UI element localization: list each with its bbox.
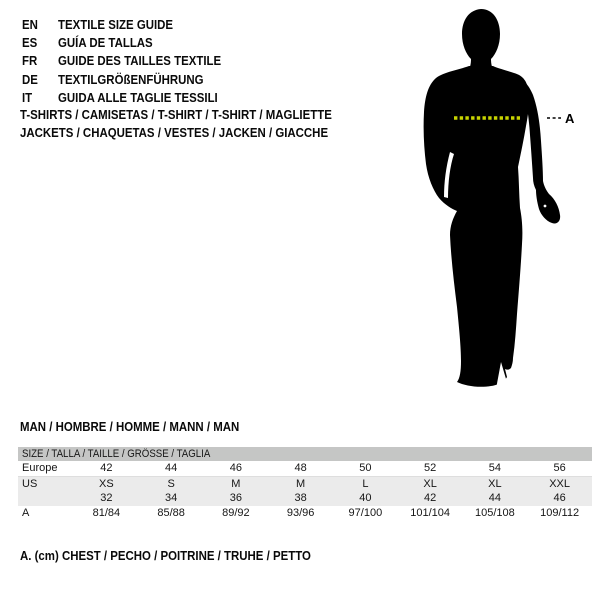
table-cell: 40 [359,492,372,504]
language-row [22,89,243,107]
table-cell: M [296,478,306,490]
table-row-europe [18,461,592,476]
table-cell: 46 [229,462,242,474]
language-code: FR [22,53,38,69]
table-cell: 101/104 [410,507,450,519]
table-cell: 32 [100,492,113,504]
measurement-footnote: A. (cm) CHEST / PECHO / POITRINE / TRUHE / PETTO [20,548,311,563]
language-list [22,15,243,107]
table-cell: 46 [553,492,566,504]
table-row-chest [18,506,592,521]
table-row-label: Europe [22,462,58,474]
table-row-us [18,476,592,491]
table-cell: 42 [424,492,437,504]
language-row [22,33,243,51]
table-cell: 36 [229,492,242,504]
table-cell: 93/96 [286,507,315,519]
table-cell: XL [423,478,437,490]
language-title: GUIDE DES TAILLES TEXTILE [58,53,222,69]
table-cell: S [167,478,175,490]
language-row [22,15,243,33]
table-row-label: US [22,478,38,490]
measure-label: A [565,111,575,126]
table-cell: 48 [294,462,307,474]
language-code: EN [22,16,38,32]
table-cell: M [231,478,241,490]
table-cell: 89/92 [222,507,250,519]
table-cell: L [362,478,369,490]
language-title: TEXTILGRÖßENFÜHRUNG [58,71,204,87]
table-cell: 44 [488,492,501,504]
table-cell: 81/84 [92,507,121,519]
language-row [22,70,243,88]
size-table [18,447,592,521]
silhouette-head [462,9,500,71]
language-code: ES [22,35,38,51]
category-list [20,106,374,143]
table-cell: 50 [359,462,372,474]
section-title-man: MAN / HOMBRE / HOMME / MANN / MAN [20,419,240,434]
man-silhouette [408,0,600,395]
category-line-tshirts: T-SHIRTS / CAMISETAS / T-SHIRT / T-SHIRT / MAGLIETTE [20,107,332,122]
table-cell: 97/100 [348,507,383,519]
table-cell: XS [99,478,114,490]
table-cell: 38 [294,492,307,504]
table-cell: XL [488,478,502,490]
table-cell: 56 [553,462,566,474]
language-title: GUÍA DE TALLAS [58,35,153,51]
table-cell: 109/112 [540,507,580,519]
language-title: TEXTILE SIZE GUIDE [58,16,174,32]
table-row-us-numeric [18,491,592,506]
table-row-label: A [22,507,30,519]
hand-detail [544,205,547,208]
language-row [22,52,243,70]
table-cell: 52 [424,462,437,474]
language-code: IT [22,90,33,106]
table-cell: XXL [549,478,571,490]
table-cell: 44 [165,462,178,474]
category-line-jackets: JACKETS / CHAQUETAS / VESTES / JACKEN / GIACCHE [20,125,329,141]
silhouette-body [424,66,529,387]
table-cell: 105/108 [474,507,515,519]
table-cell: 85/88 [157,507,185,519]
language-code: DE [22,71,38,87]
table-cell: 34 [165,492,178,504]
table-cell: 42 [100,462,113,474]
table-cell: 54 [488,462,501,474]
size-table-header: SIZE / TALLA / TAILLE / GRÖSSE / TAGLIA [18,447,592,461]
language-title: GUIDA ALLE TAGLIE TESSILI [58,90,218,106]
